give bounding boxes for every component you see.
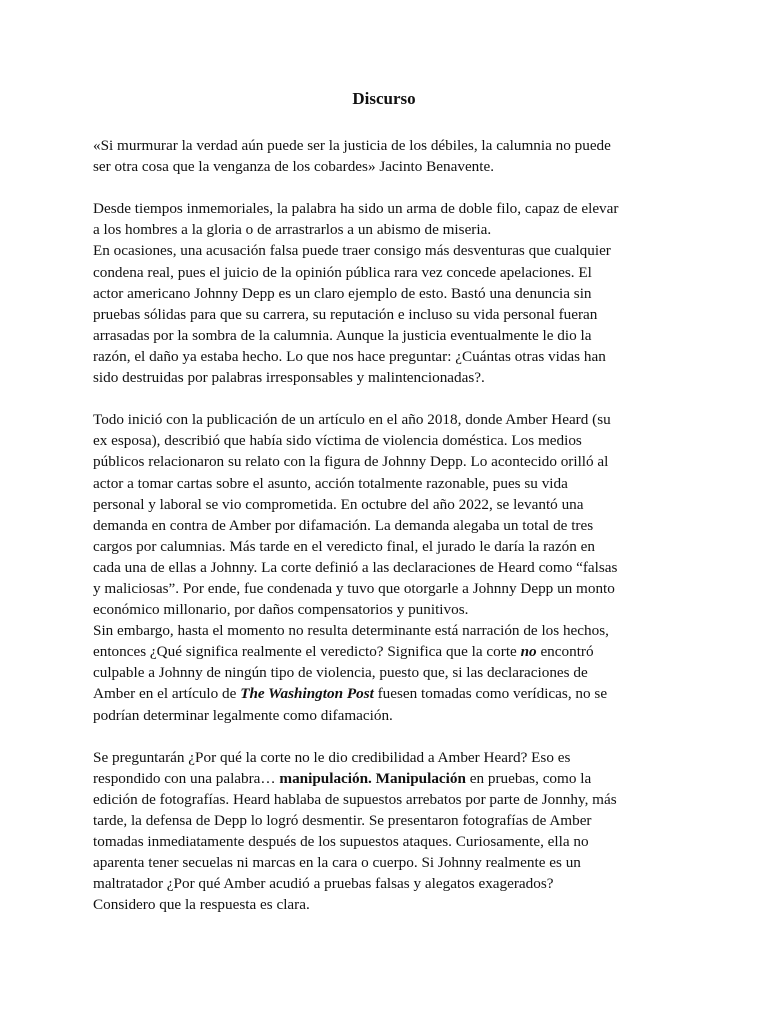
paragraph-case bbox=[93, 409, 713, 725]
text-segment: encontró bbox=[536, 643, 594, 661]
text-segment: Amber en el artículo de bbox=[93, 685, 241, 703]
emphasis-no: no bbox=[520, 643, 537, 661]
paragraph-manipulation bbox=[93, 747, 713, 916]
text-line: arrasadas por la sombra de la calumnia. Aunque la justicia eventualmente le dio la bbox=[93, 326, 592, 344]
text-line: maltratador ¿Por qué Amber acudió a pruebas falsas y alegatos exagerados? bbox=[93, 875, 554, 893]
text-line: Sin embargo, hasta el momento no resulta determinante está narración de los hechos, bbox=[93, 622, 609, 640]
text-line: públicos relacionaron su relato con la figura de Johnny Depp. Lo acontecido orilló al bbox=[93, 453, 609, 471]
text-line: y maliciosas”. Por ende, fue condenada y tuvo que otorgarle a Johnny Depp un monto bbox=[93, 579, 615, 597]
text-line: Considero que la respuesta es clara. bbox=[93, 896, 310, 914]
page-title: Discurso bbox=[352, 89, 416, 108]
text-line: actor a tomar cartas sobre el asunto, acción totalmente razonable, pues su vida bbox=[93, 474, 568, 492]
paragraph-gap bbox=[93, 726, 713, 747]
text-line: cargos por calumnias. Más tarde en el veredicto final, el jurado le daría la razón en bbox=[93, 537, 595, 555]
emphasis-manipulacion: manipulación. Manipulación bbox=[279, 769, 466, 787]
text-line: tomadas inmediatamente después de los supuestos ataques. Curiosamente, ella no bbox=[93, 833, 589, 851]
text-line: demanda en contra de Amber por difamación. La demanda alegaba un total de tres bbox=[93, 516, 594, 534]
text-line: edición de fotografías. Heard hablaba de supuestos arrebatos por parte de Jonnhy, más bbox=[93, 790, 617, 808]
text-line: En ocasiones, una acusación falsa puede traer consigo más desventuras que cualquier bbox=[93, 242, 611, 260]
text-line: Se preguntarán ¿Por qué la corte no le dio credibilidad a Amber Heard? Eso es bbox=[93, 748, 571, 766]
text-line: podrían determinar legalmente como difamación. bbox=[93, 706, 393, 724]
text-line bbox=[93, 641, 713, 662]
text-line bbox=[93, 768, 713, 789]
text-line: actor americano Johnny Depp es un claro ejemplo de esto. Bastó una denuncia sin bbox=[93, 284, 592, 302]
text-segment: fuesen tomadas como verídicas, no se bbox=[373, 685, 608, 703]
paragraph-gap bbox=[93, 177, 713, 198]
paragraph-intro bbox=[93, 198, 713, 388]
text-line: personal y laboral se vio comprometida. En octubre del año 2022, se levantó una bbox=[93, 495, 584, 513]
text-line: ser otra cosa que la venganza de los cobardes» Jacinto Benavente. bbox=[93, 158, 495, 176]
text-segment: entonces ¿Qué significa realmente el veredicto? Significa que la corte bbox=[93, 643, 521, 661]
text-line: aparenta tener secuelas ni marcas en la cara o cuerpo. Si Johnny realmente es un bbox=[93, 854, 581, 872]
text-line: razón, el daño ya estaba hecho. Lo que nos hace preguntar: ¿Cuántas otras vidas han bbox=[93, 347, 606, 365]
text-segment: en pruebas, como la bbox=[465, 769, 592, 787]
publication-name: The Washington Post bbox=[240, 685, 374, 703]
opening-quote bbox=[93, 135, 713, 177]
text-line: sido destruidas por palabras irresponsables y malintencionadas?. bbox=[93, 369, 485, 387]
text-line: a los hombres a la gloria o de arrastrarlos a un abismo de miseria. bbox=[93, 221, 492, 239]
text-segment: respondido con una palabra… bbox=[93, 769, 280, 787]
text-line: económico millonario, por daños compensatorios y punitivos. bbox=[93, 601, 469, 619]
text-line: Desde tiempos inmemoriales, la palabra ha sido un arma de doble filo, capaz de elevar bbox=[93, 200, 619, 218]
text-line bbox=[93, 683, 713, 704]
text-line: condena real, pues el juicio de la opinión pública rara vez concede apelaciones. El bbox=[93, 263, 592, 281]
text-line: «Si murmurar la verdad aún puede ser la justicia de los débiles, la calumnia no puede bbox=[93, 137, 611, 154]
text-line: Todo inició con la publicación de un artículo en el año 2018, donde Amber Heard (su bbox=[93, 411, 611, 429]
text-line: pruebas sólidas para que su carrera, su reputación e incluso su vida personal fueran bbox=[93, 305, 598, 323]
paragraph-gap bbox=[93, 388, 713, 409]
document-body bbox=[93, 135, 713, 915]
text-line: ex esposa), describió que había sido víctima de violencia doméstica. Los medios bbox=[93, 432, 582, 450]
text-line: cada una de ellas a Johnny. La corte definió a las declaraciones de Heard como “falsas bbox=[93, 558, 618, 576]
text-line: tarde, la defensa de Depp lo logró desmentir. Se presentaron fotografías de Amber bbox=[93, 812, 592, 829]
text-line: culpable a Johnny de ningún tipo de violencia, puesto que, si las declaraciones de bbox=[93, 664, 588, 682]
